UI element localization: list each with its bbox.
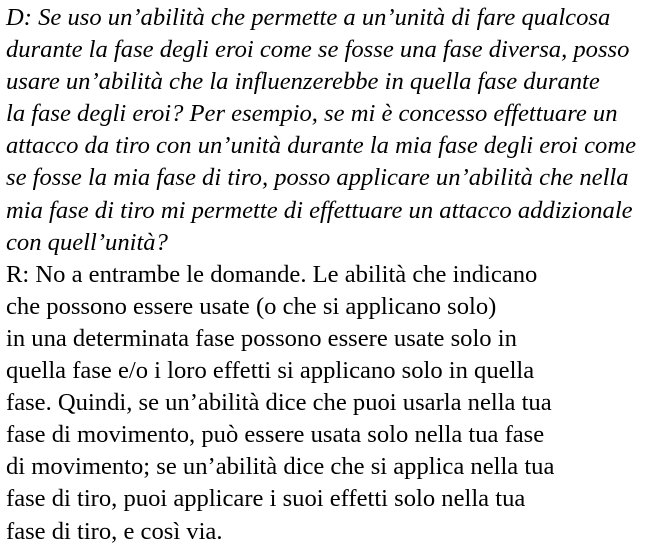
question-line: se fosse la mia fase di tiro, posso applicare un’abilità che nella — [6, 164, 629, 192]
answer-line: quella fase e/o i loro effetti si applicano solo in quella — [6, 357, 535, 385]
question-line: con quell’unità? — [6, 228, 168, 256]
question-line: usare un’abilità che la influenzerebbe in quella fase durante — [6, 68, 600, 96]
answer-line: R: No a entrambe le domande. Le abilità che indicano — [6, 260, 538, 288]
question-line: durante la fase degli eroi come se fosse una fase diversa, posso — [6, 36, 630, 64]
answer-line: fase. Quindi, se un’abilità dice che puoi usarla nella tua — [6, 389, 552, 417]
question-line: mia fase di tiro mi permette di effettuare un attacco addizionale — [6, 196, 633, 224]
faq-question — [6, 2, 656, 259]
answer-line: che possono essere usate (o che si applicano solo) — [6, 292, 497, 320]
answer-line: in una determinata fase possono essere usate solo in — [6, 324, 517, 352]
answer-line: fase di tiro, e così via. — [6, 517, 223, 545]
question-line: D: Se uso un’abilità che permette a un’unità di fare qualcosa — [6, 4, 611, 31]
question-line: attacco da tiro con un’unità durante la mia fase degli eroi come — [6, 132, 636, 160]
question-line: la fase degli eroi? Per esempio, se mi è concesso effettuare un — [6, 100, 618, 128]
answer-line: fase di movimento, può essere usata solo nella tua fase — [6, 421, 545, 449]
answer-line: di movimento; se un’abilità dice che si applica nella tua — [6, 453, 555, 481]
faq-entry — [6, 2, 656, 548]
answer-line: fase di tiro, puoi applicare i suoi effetti solo nella tua — [6, 485, 526, 513]
faq-answer — [6, 259, 656, 548]
